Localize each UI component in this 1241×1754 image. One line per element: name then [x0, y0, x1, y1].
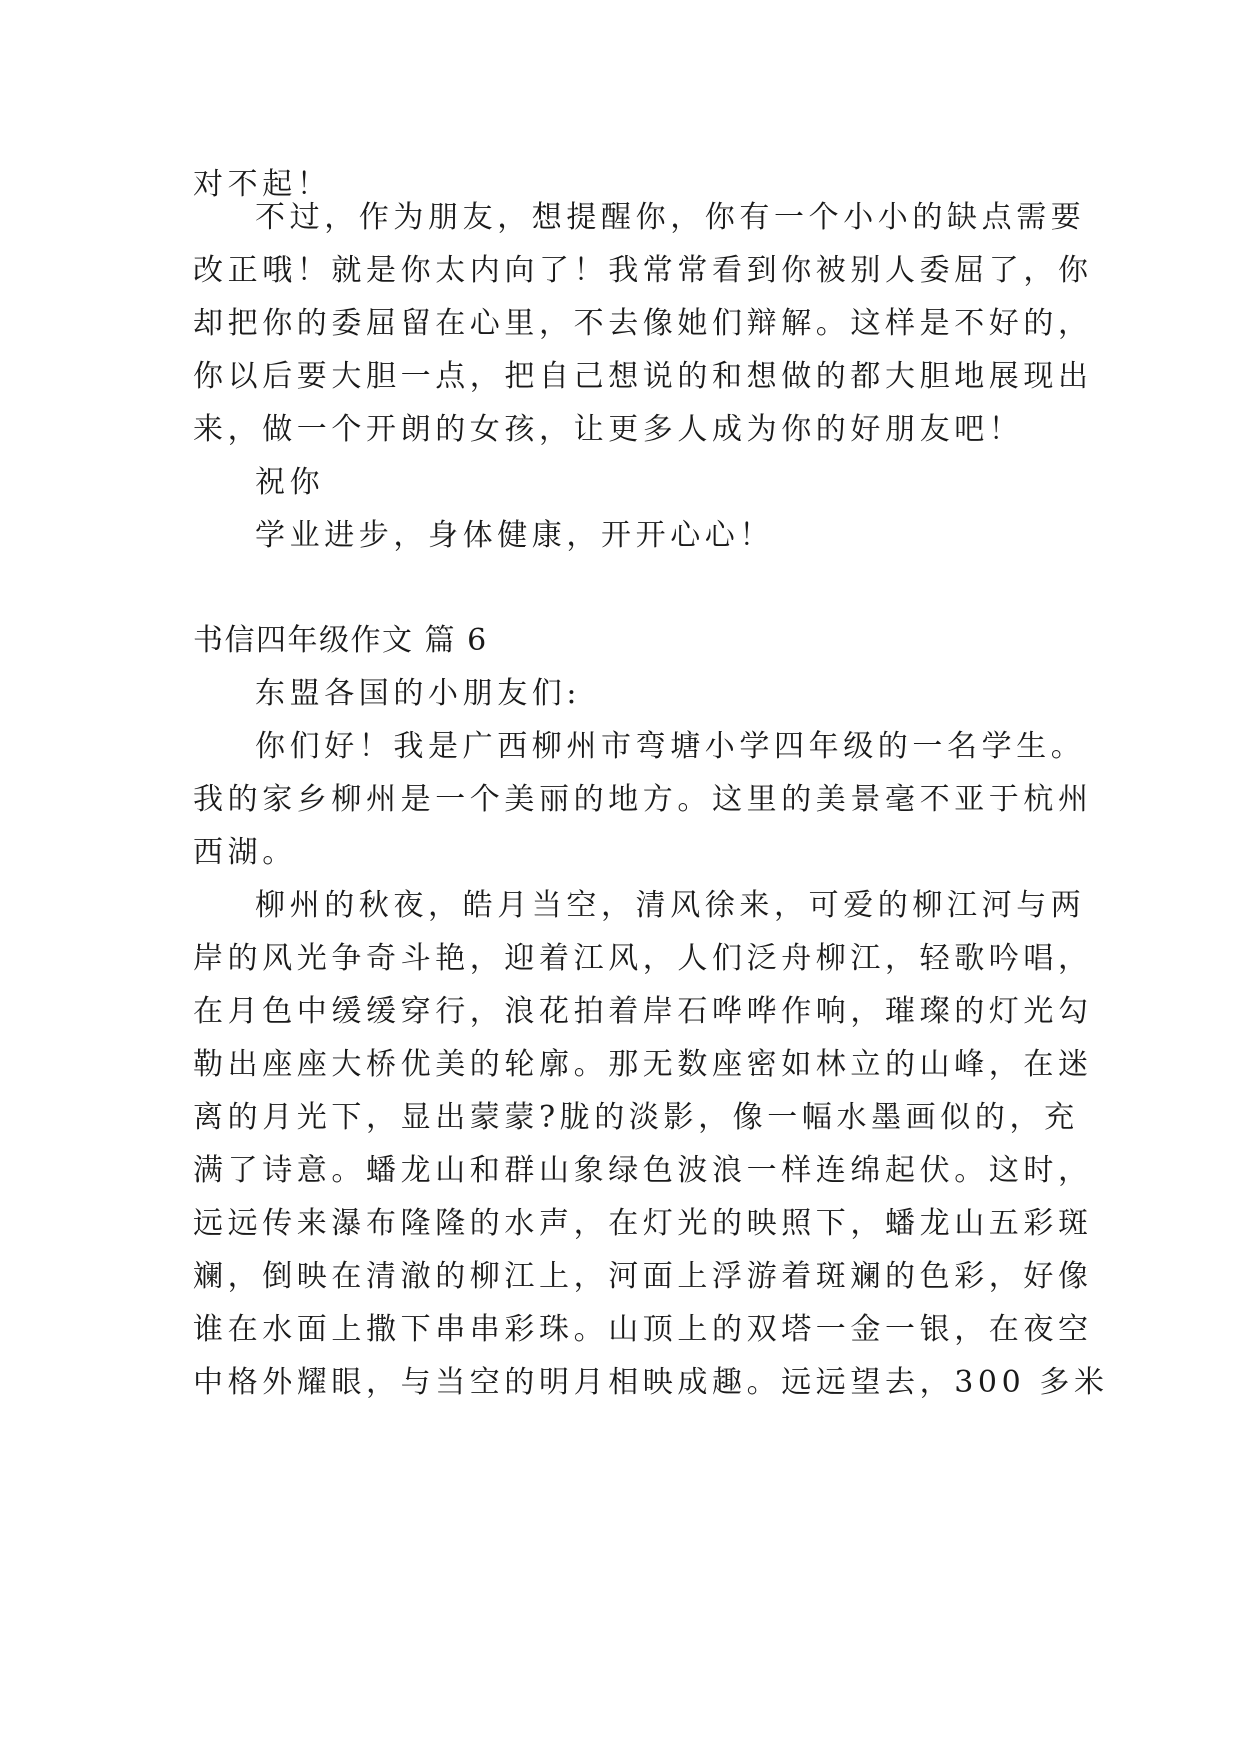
- paragraph-line: 谁在水面上撒下串串彩珠。山顶上的双塔一金一银，在夜空: [193, 1312, 1093, 1347]
- paragraph-line: 柳州的秋夜，皓月当空，清风徐来，可爱的柳江河与两: [255, 888, 1086, 923]
- paragraph-line: 岸的风光争奇斗艳，迎着江风，人们泛舟柳江，轻歌吟唱，: [193, 941, 1093, 976]
- wish-line: 祝你: [255, 465, 325, 500]
- paragraph-line: 你们好！我是广西柳州市弯塘小学四年级的一名学生。: [255, 729, 1086, 764]
- section-heading: 书信四年级作文 篇 6: [193, 623, 488, 658]
- paragraph-line: 中格外耀眼，与当空的明月相映成趣。远远望去，300 多米: [193, 1365, 1109, 1400]
- paragraph-line: 斓，倒映在清澈的柳江上，河面上浮游着斑斓的色彩，好像: [193, 1259, 1093, 1294]
- paragraph-line: 我的家乡柳州是一个美丽的地方。这里的美景毫不亚于杭州: [193, 782, 1093, 817]
- paragraph-line: 远远传来瀑布隆隆的水声，在灯光的映照下，蟠龙山五彩斑: [193, 1206, 1093, 1241]
- paragraph-line: 在月色中缓缓穿行，浪花拍着岸石哗哗作响，璀璨的灯光勾: [193, 994, 1093, 1029]
- wish-content-line: 学业进步，身体健康，开开心心！: [255, 518, 774, 553]
- salutation-line: 东盟各国的小朋友们:: [255, 676, 582, 711]
- paragraph-line: 改正哦！就是你太内向了！我常常看到你被别人委屈了，你: [193, 253, 1093, 288]
- paragraph-line: 你以后要大胆一点，把自己想说的和想做的都大胆地展现出: [193, 359, 1093, 394]
- paragraph-line: 勒出座座大桥优美的轮廓。那无数座密如林立的山峰，在迷: [193, 1047, 1093, 1082]
- paragraph-line: 却把你的委屈留在心里，不去像她们辩解。这样是不好的，: [193, 306, 1093, 341]
- paragraph-line: 来，做一个开朗的女孩，让更多人成为你的好朋友吧！: [193, 412, 1024, 447]
- paragraph-line: 不过，作为朋友，想提醒你，你有一个小小的缺点需要: [255, 200, 1086, 235]
- paragraph-line: 西湖。: [193, 835, 297, 870]
- paragraph-line: 满了诗意。蟠龙山和群山象绿色波浪一样连绵起伏。这时，: [193, 1153, 1093, 1188]
- paragraph-line: 离的月光下，显出蒙蒙?胧的淡影，像一幅水墨画似的，充: [193, 1100, 1079, 1135]
- prev-letter-closing-line: 对不起！: [193, 167, 332, 202]
